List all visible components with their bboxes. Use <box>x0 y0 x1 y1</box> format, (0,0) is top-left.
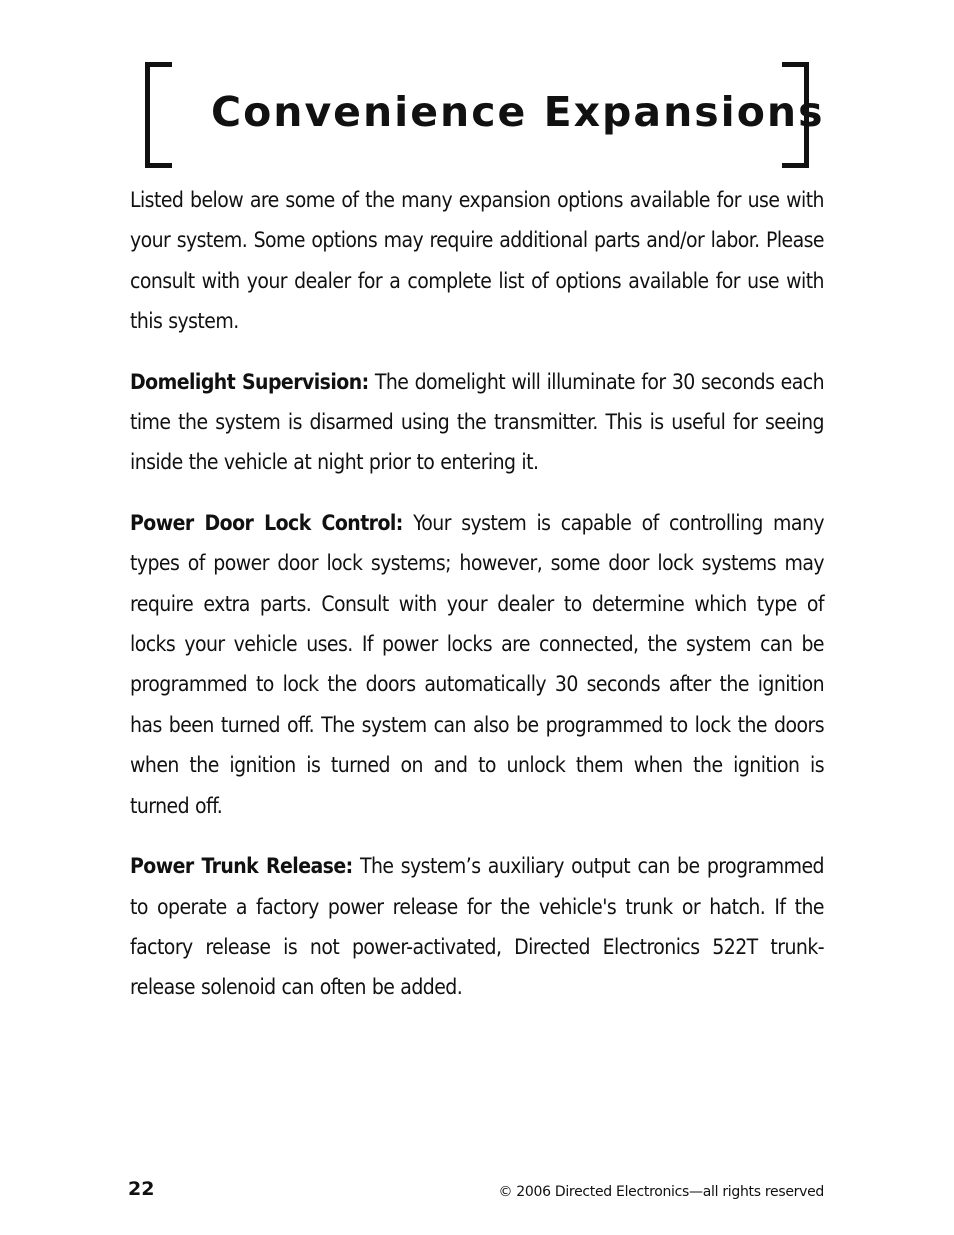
page-number: 22 <box>128 1178 155 1200</box>
option-term: Power Door Lock Control: <box>130 510 403 535</box>
option-power-door-lock-control <box>130 503 824 826</box>
copyright-notice: © 2006 Directed Electronics—all rights reserved <box>498 1184 824 1200</box>
option-description: The domelight will illuminate for 30 seconds each time the system is disarmed using the transmitter. This is useful for seeing inside the vehicle at night prior to entering it. <box>130 369 824 475</box>
title-block <box>145 62 825 164</box>
intro-paragraph: Listed below are some of the many expansion options available for use with your system. Some options may require additional parts and/or labor. Please consult with your dealer for a complete list of options available for use with this system. <box>130 188 824 334</box>
page-title: Convenience Expansions <box>211 88 825 136</box>
option-domelight-supervision <box>130 362 824 483</box>
page-content <box>130 180 824 1028</box>
right-bracket-decoration <box>782 62 809 168</box>
option-description: Your system is capable of controlling many types of power door lock systems; however, some door lock systems may require extra parts. Consult with your dealer to determine which type of locks your vehicle uses. If power locks are connected, the system can be programmed to lock the doors automatically 30 seconds after the ignition has been turned off. The system can also be programmed to lock the doors when the ignition is turned on and to unlock them when the ignition is turned off. <box>130 510 824 818</box>
option-description: The system’s auxiliary output can be programmed to operate a factory power release for the vehicle's trunk or hatch. If the factory release is not power-activated, Directed Electronics 522T trunk-release solenoid can often be added. <box>130 854 824 1000</box>
left-bracket-decoration <box>145 62 172 168</box>
option-power-trunk-release <box>130 846 824 1008</box>
option-term: Domelight Supervision: <box>130 369 369 394</box>
option-term: Power Trunk Release: <box>130 854 353 879</box>
